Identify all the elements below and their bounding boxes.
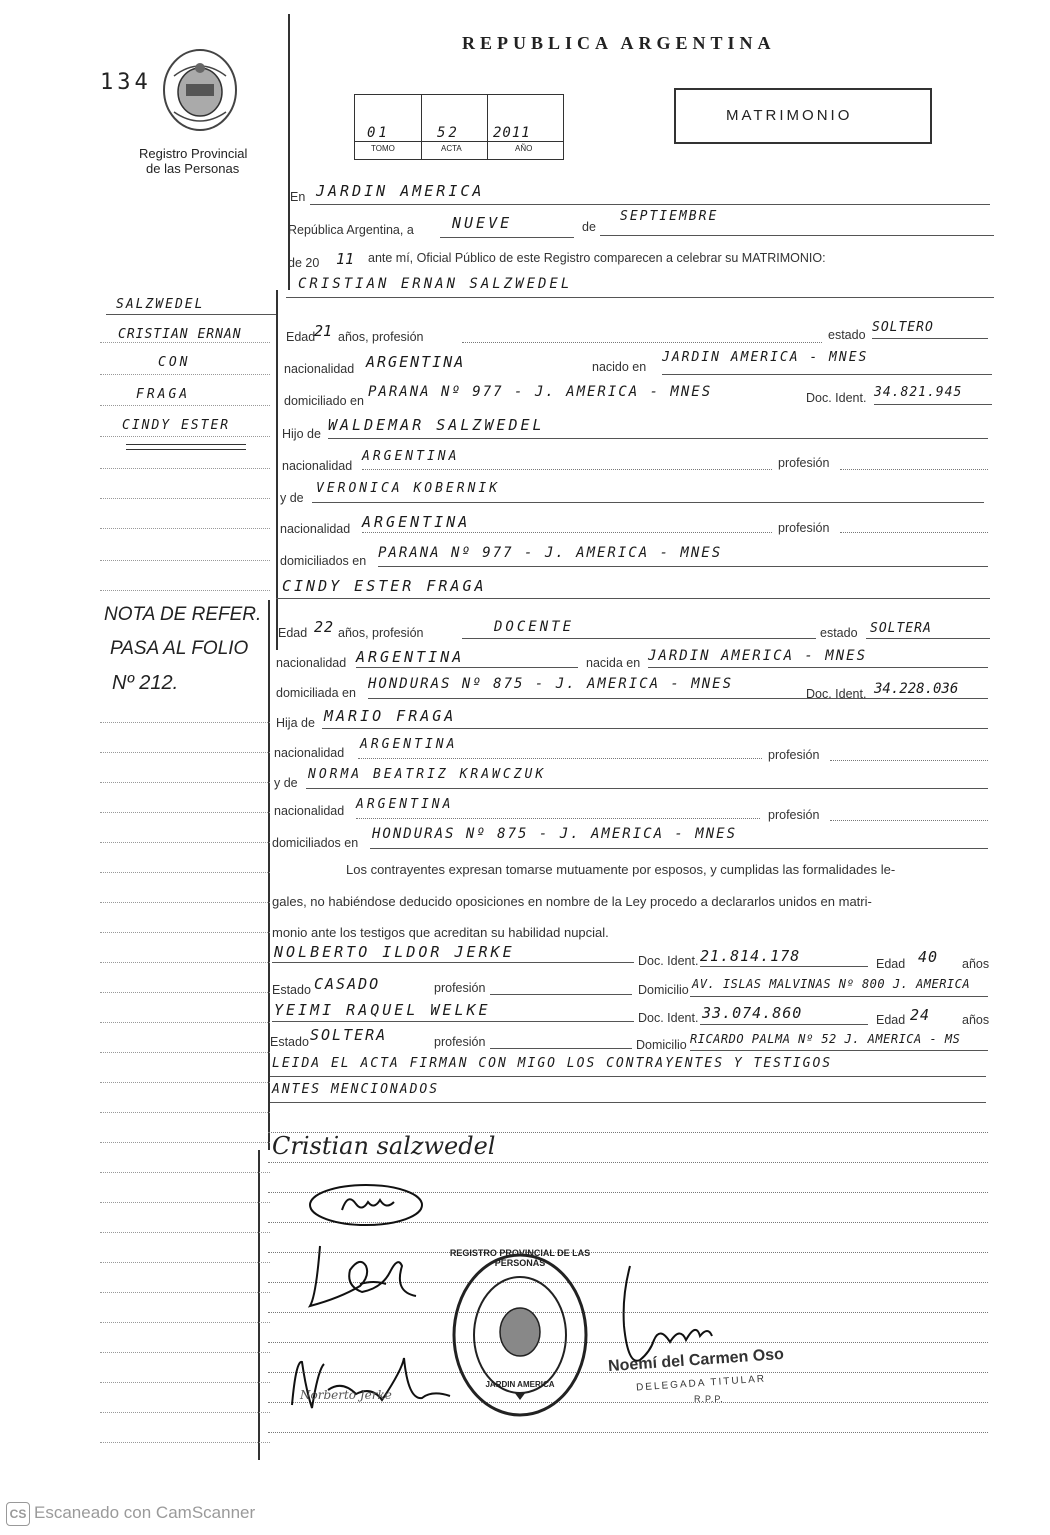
margin-note-line2: PASA AL FOLIO xyxy=(110,638,249,659)
city-value: JARDIN AMERICA xyxy=(316,182,485,200)
bride-nationality: ARGENTINA xyxy=(356,648,465,666)
margin-con: CON xyxy=(158,355,191,370)
bride-edad-label: Edad xyxy=(278,626,308,640)
official-office: R.P.P. xyxy=(694,1394,724,1404)
groom-nationality: ARGENTINA xyxy=(366,353,466,371)
witness1-profesion-label: profesión xyxy=(434,981,486,995)
camscanner-logo-text: CS xyxy=(9,1507,27,1521)
bride-nacionalidad-label: nacionalidad xyxy=(276,656,347,670)
groom-father-profesion-label: profesión xyxy=(778,456,830,470)
stamp-city: JARDIN AMERICA xyxy=(485,1380,555,1389)
day-value: NUEVE xyxy=(452,214,513,232)
witness-signature-2: Norberto Jerke xyxy=(300,1388,392,1402)
record-type: MATRIMONIO xyxy=(726,107,853,124)
bride-father-profesion-label: profesión xyxy=(768,748,820,762)
witness2-age: 24 xyxy=(910,1006,931,1024)
bride-doc-label: Doc. Ident. xyxy=(806,687,867,701)
coat-of-arms-seal xyxy=(160,46,240,134)
bride-domiciliada-label: domiciliada en xyxy=(276,686,356,700)
witness2-edad-label: Edad xyxy=(876,1013,906,1027)
declaration-line1: Los contrayentes expresan tomarse mutuamente por esposos, y cumplidas las formalidades le- xyxy=(346,862,896,877)
groom-mother-profesion-label: profesión xyxy=(778,521,830,535)
tomo-label: TOMO xyxy=(371,144,395,153)
bride-name: CINDY ESTER FRAGA xyxy=(282,577,487,595)
groom-name: CRISTIAN ERNAN SALZWEDEL xyxy=(298,276,573,292)
tomo-value: 01 xyxy=(367,125,390,141)
bride-domiciliados-label: domiciliados en xyxy=(272,836,359,850)
groom-birthplace: JARDIN AMERICA - MNES xyxy=(662,350,869,365)
groom-doc-label: Doc. Ident. xyxy=(806,391,867,405)
groom-estado: SOLTERO xyxy=(872,320,934,335)
witness1-domicilio-label: Domicilio xyxy=(638,983,689,997)
witness1-age: 40 xyxy=(918,948,939,966)
witness2-profesion-label: profesión xyxy=(434,1035,486,1049)
month-value: SEPTIEMBRE xyxy=(620,209,719,224)
groom-mother-nationality: ARGENTINA xyxy=(362,513,471,531)
bride-mother: NORMA BEATRIZ KRAWCZUK xyxy=(308,767,547,782)
witness2-doc: 33.074.860 xyxy=(702,1004,803,1022)
groom-domiciliados-label: domiciliados en xyxy=(280,554,367,568)
camscanner-text: Escaneado con CamScanner xyxy=(34,1503,256,1522)
margin-name-bride: CINDY ESTER xyxy=(122,418,231,433)
bride-mother-profesion-label: profesión xyxy=(768,808,820,822)
groom-estado-label: estado xyxy=(828,328,866,342)
bride-father: MARIO FRAGA xyxy=(324,707,457,725)
acta-value: 52 xyxy=(437,125,460,141)
witness2-anos-label: años xyxy=(962,1013,990,1027)
groom-father-nationality: ARGENTINA xyxy=(362,449,460,464)
groom-edad-label: Edad xyxy=(286,330,316,344)
bride-yde-label: y de xyxy=(274,776,298,790)
bride-father-nationality: ARGENTINA xyxy=(360,737,458,752)
groom-mother: VERONICA KOBERNIK xyxy=(316,481,501,496)
intro-sentence: ante mí, Oficial Público de este Registro comparecen a celebrar su MATRIMONIO: xyxy=(368,251,826,265)
bride-estado: SOLTERA xyxy=(870,621,932,636)
bride-estado-label: estado xyxy=(820,626,858,640)
groom-anos-profesion-label: años, profesión xyxy=(338,330,424,344)
witness1-name: NOLBERTO ILDOR JERKE xyxy=(274,943,515,961)
bride-birthplace: JARDIN AMERICA - MNES xyxy=(648,648,868,664)
margin-note-line3: Nº 212. xyxy=(112,672,179,694)
bride-address: HONDURAS Nº 875 - J. AMERICA - MNES xyxy=(368,676,734,692)
registry-stamp xyxy=(450,1250,590,1420)
groom-signature: Cristian salzwedel xyxy=(272,1132,496,1160)
witness2-doc-label: Doc. Ident. xyxy=(638,1011,699,1025)
ano-value: 2011 xyxy=(493,125,531,141)
bride-anos-profesion-label: años, profesión xyxy=(338,626,424,640)
declaration-line2: gales, no habiéndose deducido oposiciones en nombre de la Ley procedo a declararlos unidos en matri- xyxy=(272,894,872,909)
witness1-anos-label: años xyxy=(962,957,990,971)
margin-surname-groom: SALZWEDEL xyxy=(116,297,205,312)
witness1-estado-label: Estado xyxy=(272,983,311,997)
de-label: de xyxy=(582,220,596,234)
year-suffix: 11 xyxy=(336,250,355,268)
bride-signature xyxy=(304,1180,434,1230)
margin-name-groom: CRISTIAN ERNAN xyxy=(118,327,242,342)
bride-parents-address: HONDURAS Nº 875 - J. AMERICA - MNES xyxy=(372,826,738,842)
witness1-estado: CASADO xyxy=(314,975,381,993)
republica-label: República Argentina, a xyxy=(288,223,414,237)
registry-name-line1: Registro Provincial xyxy=(139,146,248,161)
bride-mother-nationality: ARGENTINA xyxy=(356,797,454,812)
acta-label: ACTA xyxy=(441,144,462,153)
bride-age: 22 xyxy=(314,618,335,636)
document-title: REPUBLICA ARGENTINA xyxy=(462,33,776,53)
closing-line2: ANTES MENCIONADOS xyxy=(272,1082,440,1097)
closing-line1: LEIDA EL ACTA FIRMAN CON MIGO LOS CONTRAYENTES Y TESTIGOS xyxy=(272,1056,833,1071)
groom-father-nac-label: nacionalidad xyxy=(282,459,353,473)
witness2-estado-label: Estado xyxy=(270,1035,309,1049)
bride-nacida-label: nacida en xyxy=(586,656,641,670)
bride-profession: DOCENTE xyxy=(494,619,575,635)
groom-doc: 34.821.945 xyxy=(874,385,963,400)
margin-note-line1: NOTA DE REFER. xyxy=(104,604,262,625)
official-title: DELEGADA TITULAR xyxy=(635,1373,767,1394)
witness2-domicilio: RICARDO PALMA Nº 52 J. AMERICA - MS xyxy=(690,1032,961,1046)
registry-name-line2: de las Personas xyxy=(146,161,240,176)
groom-parents-address: PARANA Nº 977 - J. AMERICA - MNES xyxy=(378,545,723,561)
ano-label: AÑO xyxy=(515,144,533,153)
witness-signature-1 xyxy=(290,1236,440,1326)
groom-mother-nac-label: nacionalidad xyxy=(280,522,351,536)
witness-signature-2-graphic xyxy=(282,1350,462,1420)
bride-hija-label: Hija de xyxy=(276,716,315,730)
groom-father: WALDEMAR SALZWEDEL xyxy=(328,416,545,434)
witness2-estado: SOLTERA xyxy=(310,1026,388,1044)
de20-label: de 20 xyxy=(288,256,320,270)
page-number: 134 xyxy=(100,70,152,95)
bride-father-nac-label: nacionalidad xyxy=(274,746,345,760)
record-number-box xyxy=(354,94,564,160)
witness2-domicilio-label: Domicilio xyxy=(636,1038,687,1052)
witness1-edad-label: Edad xyxy=(876,957,906,971)
official-name: Noemí del Carmen Oso xyxy=(607,1345,785,1376)
en-label: En xyxy=(290,190,306,204)
bride-mother-nac-label: nacionalidad xyxy=(274,804,345,818)
groom-domiciliado-label: domiciliado en xyxy=(284,394,364,408)
witness2-name: YEIMI RAQUEL WELKE xyxy=(274,1001,491,1019)
groom-hijo-label: Hijo de xyxy=(282,427,321,441)
groom-age: 21 xyxy=(314,322,333,340)
groom-yde-label: y de xyxy=(280,491,304,505)
groom-nacionalidad-label: nacionalidad xyxy=(284,362,355,376)
margin-surname-bride: FRAGA xyxy=(136,387,191,402)
witness1-domicilio: AV. ISLAS MALVINAS Nº 800 J. AMERICA xyxy=(692,977,971,991)
groom-nacido-label: nacido en xyxy=(592,360,647,374)
witness1-doc-label: Doc. Ident. xyxy=(638,954,699,968)
bride-doc: 34.228.036 xyxy=(874,681,959,697)
groom-address: PARANA Nº 977 - J. AMERICA - MNES xyxy=(368,384,713,400)
camscanner-logo xyxy=(6,1502,30,1526)
declaration-line3: monio ante los testigos que acreditan su habilidad nupcial. xyxy=(272,925,609,940)
witness1-doc: 21.814.178 xyxy=(700,947,801,965)
stamp-text: REGISTRO PROVINCIAL DE LAS PERSONAS xyxy=(449,1248,591,1268)
